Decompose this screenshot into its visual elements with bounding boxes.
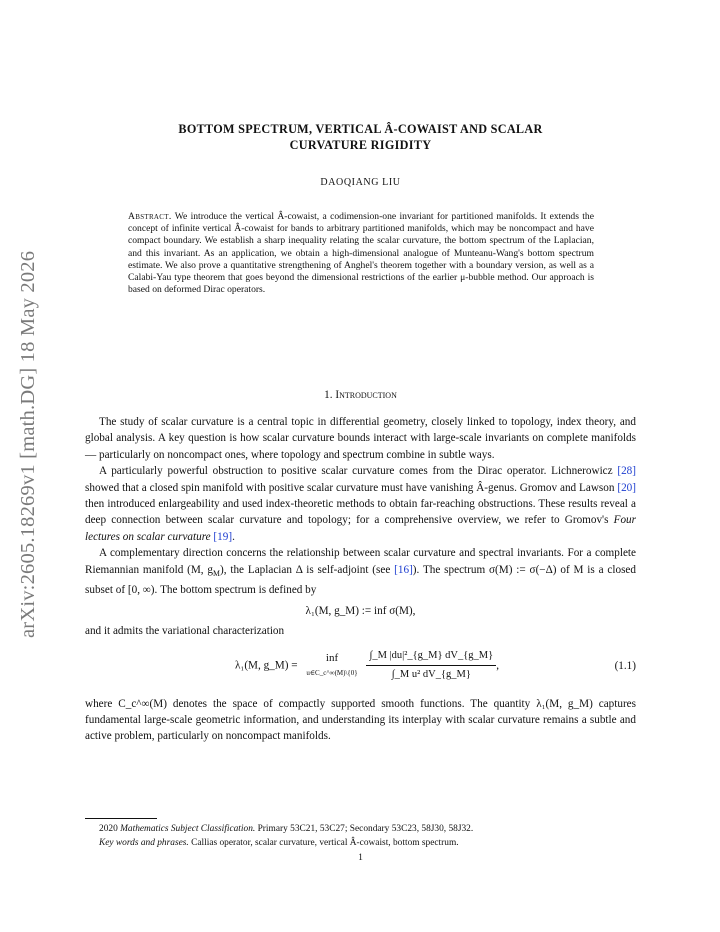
equation-lhs: λ₁(M, g_M) = — [235, 659, 298, 671]
section-heading — [85, 389, 636, 401]
citation-19[interactable]: [19] — [213, 530, 233, 543]
book-title: Four lectures on scalar curvature — [85, 514, 636, 543]
citation-28[interactable]: [28] — [617, 465, 636, 478]
equation-tag: (1.1) — [614, 659, 636, 672]
keywords-text: Callias operator, scalar curvature, vertical Â-cowaist, bottom spectrum. — [188, 838, 459, 848]
p2-text-end: . — [232, 530, 235, 543]
p2-text-a: A particularly powerful obstruction to positive scalar curvature comes from the Dirac operator. Lichnerowicz — [99, 465, 618, 478]
quotient-numerator: ∫_M |du|²_{g_M} dV_{g_M} — [366, 648, 496, 666]
paragraph-2 — [85, 463, 636, 545]
paragraph-1: The study of scalar curvature is a central topic in differential geometry, closely linked to topology, index theory, and global analysis. A key question is how scalar curvature bounds interact with large-scale invariants on complete manifolds — particularly on noncompact ones, where topology and spectrum combine in subtle ways. — [85, 416, 636, 461]
paragraph-4: and it admits the variational characterization — [85, 625, 285, 638]
equation-1-1 — [85, 642, 636, 692]
abstract — [128, 211, 594, 296]
introduction-body — [85, 414, 636, 745]
p3-text-c: ). The spectrum σ(M) := σ(−Δ) of M is a closed subset of [0, ∞). The bottom spectrum is defined by — [85, 563, 636, 597]
footnotes — [99, 822, 636, 850]
quotient-denominator: ∫_M u² dV_{g_M} — [391, 668, 471, 680]
paper-title — [85, 122, 636, 153]
arxiv-identifier-stamp: arXiv:2605.18269v1 [math.DG] 18 May 2026 — [17, 250, 39, 638]
abstract-text: We introduce the vertical Â-cowaist, a codimension-one invariant for partitioned manifolds. It extends the concept of infinite vertical Â-cowaist for bands to arbitrary partitioned manifolds, which may be noncompact and have compact boundary. We establish a sharp inequality relating the scalar curvature, the bottom spectrum of the Laplacian, and this invariant. As an application, we obtain a high-dimensional analogue of Munteanu-Wang's bottom spectrum estimate. We also prove a quantitative strengthening of Anghel's theorem together with a boundary version, as well as a Calabi-Yau type theorem that goes beyond the dimensional restrictions of the earlier μ-bubble method. Our approach is based on deformed Dirac operators. — [128, 211, 594, 296]
p3-text-a: A complementary direction concerns the relationship between scalar curvature and spectral invariants. For a complete Riemannian manifold (M, g — [85, 547, 636, 576]
citation-20[interactable]: [20] — [617, 481, 636, 494]
infimum-operator: inf — [325, 651, 339, 664]
msc-codes: Primary 53C21, 53C27; Secondary 53C23, 58J30, 58J32. — [255, 824, 474, 834]
page-number: 1 — [358, 852, 363, 863]
display-equation-bottom-spectrum: λ₁(M, g_M) := inf σ(M), — [305, 604, 416, 617]
title-line-2: CURVATURE RIGIDITY — [289, 137, 432, 152]
equation-infimum — [306, 650, 357, 682]
citation-16[interactable]: [16] — [394, 563, 413, 576]
author-name: DAOQIANG LIU — [320, 177, 401, 188]
footnote-rule — [85, 818, 157, 819]
paragraph-3: A complementary direction concerns the relationship between scalar curvature and spectral invariants. For a complete Riemannian manifold (M, $g_M$), the Laplacian Δ is self-adjoint (see [16]). The spectrum σ(M) := σ(−Δ) of M is a closed subset of [0, ∞). The bottom spectrum is defined by — [85, 547, 636, 597]
section-number: 1. — [324, 389, 333, 401]
footnote-keywords — [99, 836, 636, 850]
section-title: Introduction — [335, 389, 397, 401]
abstract-label: Abstract. — [128, 211, 172, 222]
paragraph-5: where C_c^∞(M) denotes the space of compactly supported smooth functions. The quantity λ₁(M, g_M) captures fundamental large-scale geometric information, and understanding its interplay with scalar curvature remains a subtle and active problem, particularly on noncompact manifolds. — [85, 697, 636, 743]
infimum-subscript: u∈C_c^∞(M)\{0} — [306, 668, 358, 677]
keywords-label: Key words and phrases. — [99, 838, 189, 848]
title-line-1: BOTTOM SPECTRUM, VERTICAL Â-COWAIST AND SCALAR — [178, 122, 543, 136]
msc-year: 2020 — [99, 824, 121, 834]
equation-body: λ₁(M, g_M) = inf u∈C_c^∞(M)\{0} $\frac{\text{∫\_M |du|²\_\{g\_M\} dV\_\{g\_M\}}}{\text{∫\_M u² dV\_\{g\_M\}}}$ , — [235, 648, 499, 684]
p2-text-b: showed that a closed spin manifold with positive scalar curvature must have vanishing Â-genus. Gromov and Lawson — [85, 481, 618, 494]
p2-text-c: then introduced enlargeability and used index-theoretic methods to obtain far-reaching obstructions. These results reveal a deep connection between scalar curvature and topology; for a comprehensive overview, we refer to Gromov's — [85, 498, 636, 527]
p3-text-b: ), the Laplacian Δ is self-adjoint (see — [220, 563, 395, 576]
msc-label: Mathematics Subject Classification. — [120, 824, 256, 834]
footnote-msc — [99, 822, 636, 836]
rayleigh-quotient — [366, 648, 496, 684]
